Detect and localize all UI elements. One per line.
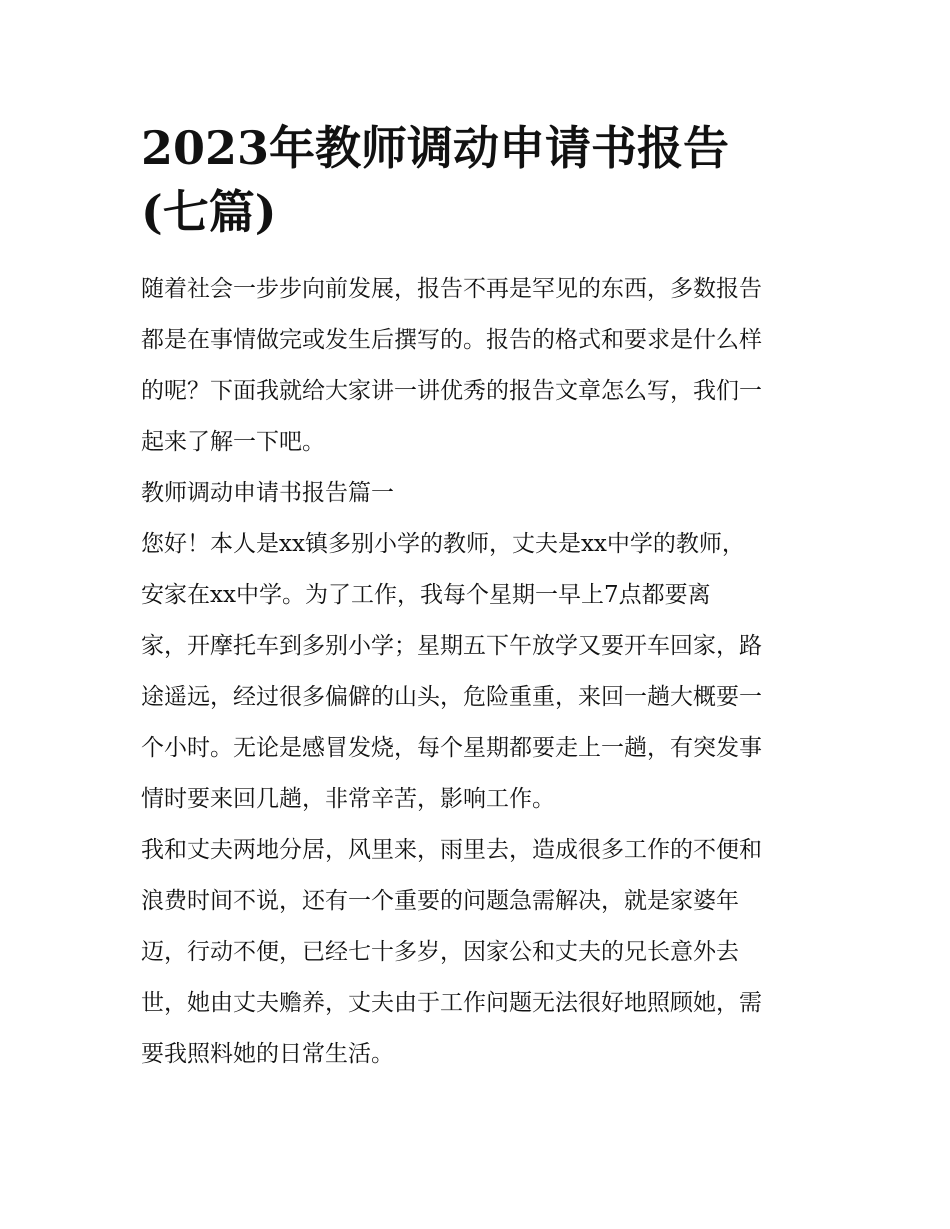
document-body (141, 264, 813, 1080)
text-line: 都是在事情做完或发生后撰写的。报告的格式和要求是什么样 (141, 327, 762, 353)
text-line: 起来了解一下吧。 (141, 429, 325, 455)
title-line: (七篇) (141, 185, 277, 239)
document-content (141, 116, 813, 1080)
text-line: 要我照料她的日常生活。 (141, 1041, 394, 1067)
intro-paragraph (141, 264, 813, 468)
title-line: 2023年教师调动申请书报告 (141, 121, 730, 175)
text-line: 家，开摩托车到多别小学；星期五下午放学又要开车回家，路 (141, 633, 762, 659)
text-line: 我和丈夫两地分居，风里来，雨里去，造成很多工作的不便和 (141, 837, 762, 863)
text-line: 您好！本人是xx镇多别小学的教师，丈夫是xx中学的教师， (141, 531, 745, 557)
section-heading: 教师调动申请书报告篇一 (141, 480, 394, 506)
document-title (141, 116, 813, 244)
text-line: 的呢？下面我就给大家讲一讲优秀的报告文章怎么写，我们一 (141, 378, 762, 404)
body-paragraph-2 (141, 825, 813, 1080)
text-line: 浪费时间不说，还有一个重要的问题急需解决，就是家婆年 (141, 888, 739, 914)
body-paragraph-1 (141, 519, 813, 825)
text-line: 随着社会一步步向前发展，报告不再是罕见的东西，多数报告 (141, 276, 762, 302)
text-line: 途遥远，经过很多偏僻的山头，危险重重，来回一趟大概要一 (141, 684, 762, 710)
text-line: 迈，行动不便，已经七十多岁，因家公和丈夫的兄长意外去 (141, 939, 739, 965)
text-line: 个小时。无论是感冒发烧，每个星期都要走上一趟，有突发事 (141, 735, 762, 761)
text-line: 安家在xx中学。为了工作，我每个星期一早上7点都要离 (141, 582, 711, 608)
text-line: 情时要来回几趟，非常辛苦，影响工作。 (141, 786, 555, 812)
text-line: 世，她由丈夫赡养，丈夫由于工作问题无法很好地照顾她，需 (141, 990, 762, 1016)
